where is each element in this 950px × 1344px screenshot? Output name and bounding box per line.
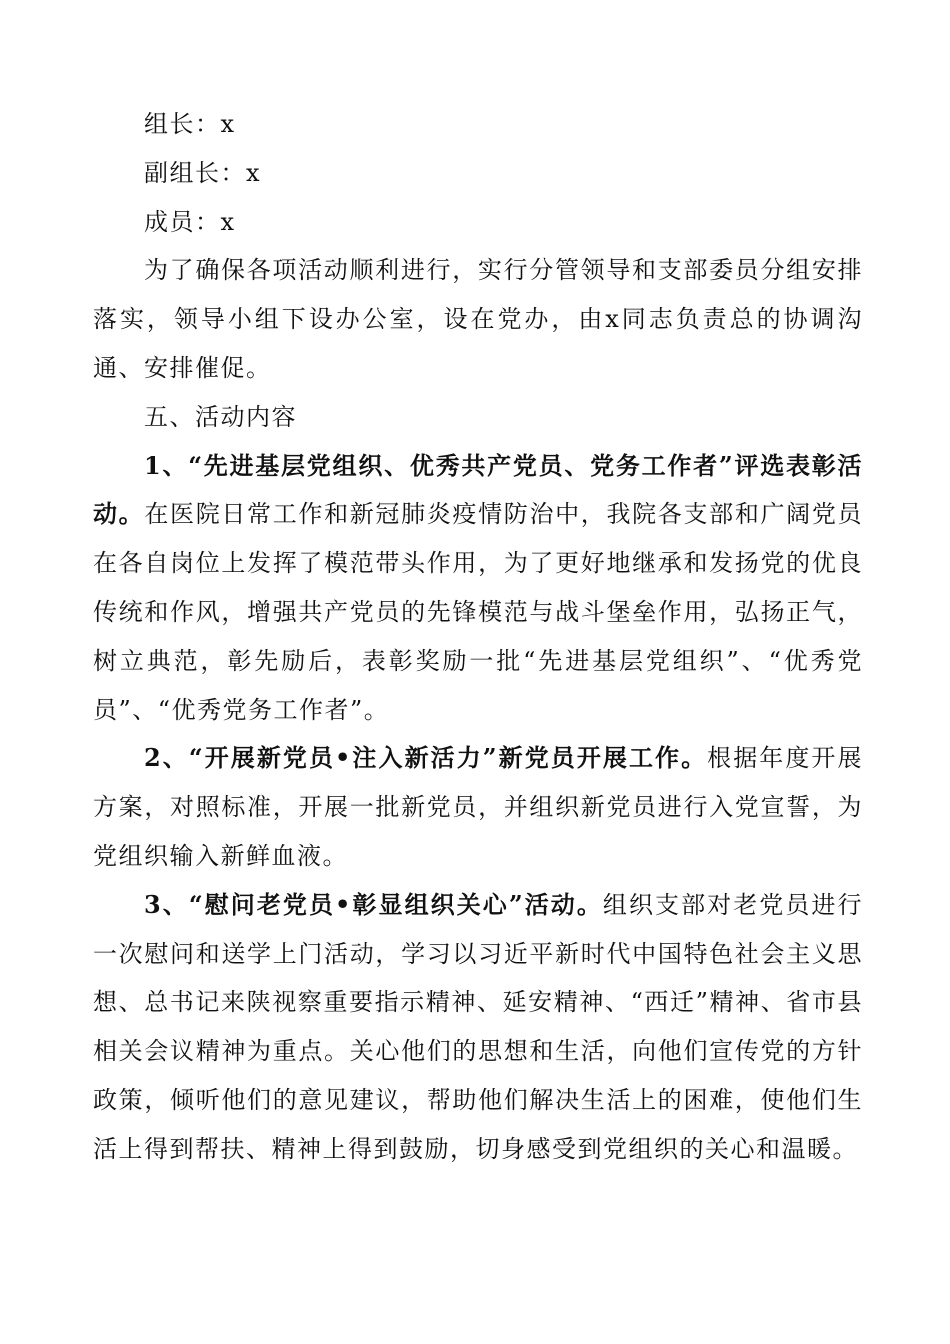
activity-item-body: 根据年度开展方案，对照标准，开展一批新党员，并组织新党员进行入党宣誓，为党组织输入新鲜血液。 xyxy=(93,744,864,870)
activity-item-body: 组织支部对老党员进行一次慰问和送学上门活动，学习以习近平新时代中国特色社会主义思想、总书记来陕视察重要指示精神、延安精神、“西迁”精神、省市县相关会议精神为重点。关心他们的思想和生活，向他们宣传党的方针政策，倾听他们的意见建议，帮助他们解决生活上的困难，使他们生活上得到帮扶、精神上得到鼓励，切身感受到党组织的关心和温暖。 xyxy=(93,890,863,1163)
activity-item-title: 1、“先进基层党组织、优秀共产党员、党务工作者”评选表彰活动。 xyxy=(93,450,863,529)
activity-item-3 xyxy=(93,881,863,1174)
activity-item-1 xyxy=(93,442,863,735)
document-page xyxy=(93,100,863,1174)
intro-paragraph: 为了确保各项活动顺利进行，实行分管领导和支部委员分组安排落实，领导小组下设办公室，设在党办，由x同志负责总的协调沟通、安排催促。 xyxy=(93,256,863,382)
activity-item-body: 在医院日常工作和新冠肺炎疫情防治中，我院各支部和广阔党员在各自岗位上发挥了模范带头作用，为了更好地继承和发扬党的优良传统和作风，增强共产党员的先锋模范与战斗堡垒作用，弘扬正气，树立典范，彰先励后，表彰奖励一批“先进基层党组织”、“优秀党员”、“优秀党务工作者”。 xyxy=(93,500,864,724)
role-members: 成员：x xyxy=(144,207,236,236)
role-leader: 组长：x xyxy=(144,110,236,138)
activity-item-title: 2、“开展新党员•注入新活力”新党员开展工作。 xyxy=(144,743,708,773)
activity-item-title: 3、“慰问老党员•彰显组织关心”活动。 xyxy=(144,889,603,919)
section-heading: 五、活动内容 xyxy=(144,402,297,431)
activity-item-2 xyxy=(93,734,863,880)
role-deputy-leader: 副组长：x xyxy=(144,158,262,187)
